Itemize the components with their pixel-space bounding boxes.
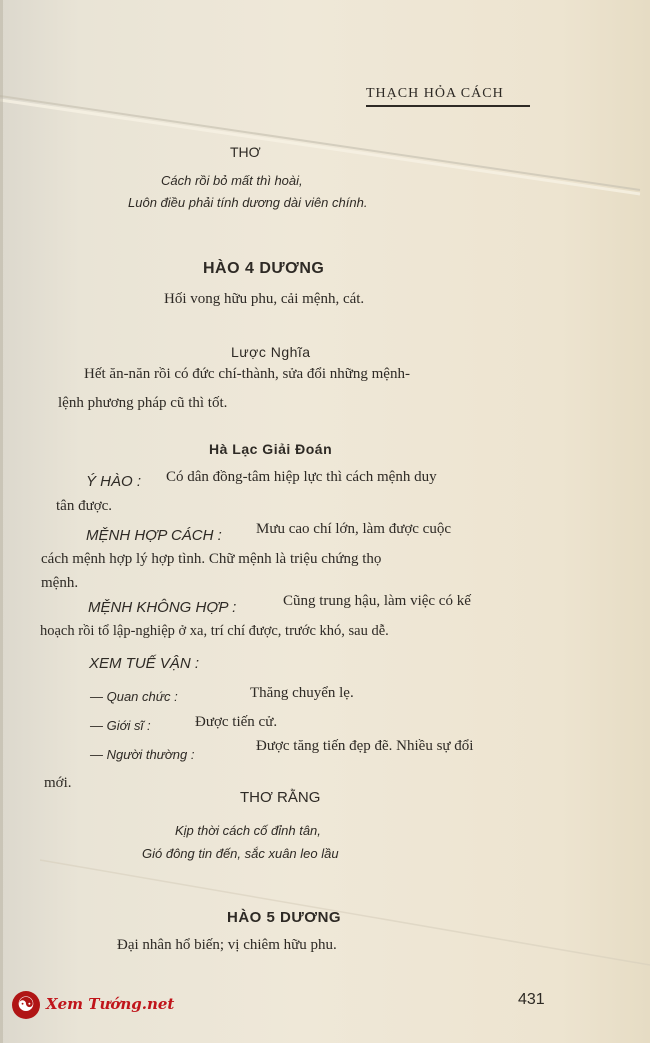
menh-khong-hop-label: MỆNH KHÔNG HỢP : xyxy=(88,599,237,616)
hao-5-text: Đại nhân hổ biến; vị chiêm hữu phu. xyxy=(117,937,337,953)
menh-hop-text-3: mệnh. xyxy=(41,575,79,591)
hao-4-text: Hối vong hữu phu, cải mệnh, cát. xyxy=(164,291,365,307)
watermark-text: Xem Tướng.net xyxy=(46,995,175,1013)
menh-khong-text-2: hoạch rồi tổ lập-nghiệp ở xa, trí chí được, trước khó, sau dễ. xyxy=(40,623,389,639)
item-nguoi-thuong-text: Được tăng tiến đẹp đẽ. Nhiều sự đổi xyxy=(256,738,474,754)
poem-2-title: THƠ RẰNG xyxy=(240,789,321,806)
menh-hop-text-2: cách mệnh hợp lý hợp tình. Chữ mệnh là triệu chứng thọ xyxy=(41,551,382,567)
poem-2-line-2: Gió đông tin đến, sắc xuân leo lầu xyxy=(142,846,339,861)
poem-title: THƠ xyxy=(230,144,261,160)
ha-lac-heading: Hà Lạc Giải Đoán xyxy=(209,441,333,457)
item-quan-chuc-label: — Quan chức : xyxy=(90,689,178,704)
xem-tue-van-heading: XEM TUẾ VẬN : xyxy=(89,655,200,672)
luoc-nghia-line-2: lệnh phương pháp cũ thì tốt. xyxy=(58,395,228,411)
yin-yang-icon: ☯ xyxy=(12,991,40,1019)
poem-line-2: Luôn điều phải tính dương dài viên chính. xyxy=(128,195,368,210)
item-nguoi-thuong-cont: mới. xyxy=(44,775,72,791)
y-hao-text-1: Có dân đồng-tâm hiệp lực thì cách mệnh duy xyxy=(166,469,437,485)
poem-line-1: Cách rồi bỏ mất thì hoài, xyxy=(161,173,303,188)
y-hao-label: Ý HÀO : xyxy=(86,473,142,490)
item-nguoi-thuong-label: — Người thường : xyxy=(90,747,195,762)
poem-2-line-1: Kịp thời cách cố đỉnh tân, xyxy=(175,823,321,838)
hao-5-heading: HÀO 5 DƯƠNG xyxy=(227,909,342,926)
menh-hop-cach-label: MỆNH HỢP CÁCH : xyxy=(86,527,222,544)
item-gioi-si-label: — Giới sĩ : xyxy=(90,718,151,733)
item-gioi-si-text: Được tiến cử. xyxy=(195,714,278,730)
item-quan-chuc-text: Thăng chuyển lẹ. xyxy=(250,685,354,701)
menh-khong-text-1: Cũng trung hậu, làm việc có kế xyxy=(283,593,471,609)
hao-4-heading: HÀO 4 DƯƠNG xyxy=(203,260,325,277)
page-number: 431 xyxy=(518,991,545,1008)
running-header-title: THẠCH HỎA CÁCH xyxy=(366,86,530,107)
luoc-nghia-heading: Lược Nghĩa xyxy=(231,344,311,360)
xemtuong-watermark xyxy=(12,991,182,1021)
y-hao-text-2: tân được. xyxy=(56,498,113,514)
luoc-nghia-line-1: Hết ăn-năn rồi có đức chí-thành, sửa đổi những mệnh- xyxy=(84,366,410,382)
menh-hop-text-1: Mưu cao chí lớn, làm được cuộc xyxy=(256,521,451,537)
